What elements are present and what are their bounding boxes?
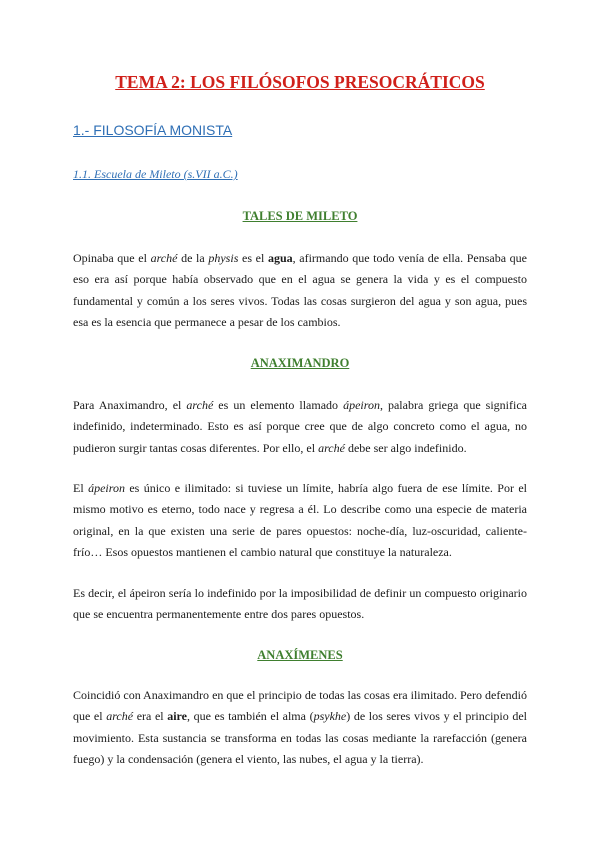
heading-anaximenes: ANAXÍMENES [257,648,343,662]
paragraph-anaximenes: Coincidió con Anaximandro en que el principio de todas las cosas era ilimitado. Pero defendió que el arché era el aire, que es también el alma (psykhe) de los seres vivos y el principio del movimiento. Esta sustancia se transforma en todas las cosas mediante la rarefacción (genera fuego) y la condensación (genera el viento, las nubes, el agua y la tierra). [73,688,528,767]
subsection-heading: 1.1. Escuela de Mileto (s.VII a.C.) [73,167,238,181]
heading-tales: TALES DE MILETO [242,209,358,223]
paragraph-anaximandro-3: Es decir, el ápeiron sería lo indefinido por la imposibilidad de definir un compuesto originario que se encuentra permanentemente entre dos pares opuestos. [73,586,527,622]
paragraph-tales: Opinaba que el arché de la physis es el agua, afirmando que todo venía de ella. Pensaba que eso era así porque había observado que en el agua se genera la vida y es el compuesto fundamental y común a los seres vivos. Todas las cosas surgieron del agua y son agua, pues esa es la esencia que permanece a pesar de los cambios. [73,251,527,330]
document-title: TEMA 2: LOS FILÓSOFOS PRESOCRÁTICOS [115,72,485,92]
paragraph-anaximandro-1: Para Anaximandro, el arché es un elemento llamado ápeiron, palabra griega que significa indefinido, indeterminado. Esto es así porque cree que de algo concreto como el agua, no pudieron surgir tantas cosas diferentes. Por ello, el arché debe ser algo indefinido. [73,398,527,455]
paragraph-anaximandro-2: El ápeiron es único e ilimitado: si tuviese un límite, habría algo fuera de ese límite. Por el mismo motivo es eterno, todo nace y regresa a él. Lo describe como una especie de materia original, en la que existen una serie de pares opuestos: noche-día, luz-oscuridad, caliente-frío… Esos opuestos mantienen el cambio natural que constituye la naturaleza. [73,481,527,560]
section-heading: 1.- FILOSOFÍA MONISTA [73,122,233,138]
heading-anaximandro: ANAXIMANDRO [250,356,350,370]
